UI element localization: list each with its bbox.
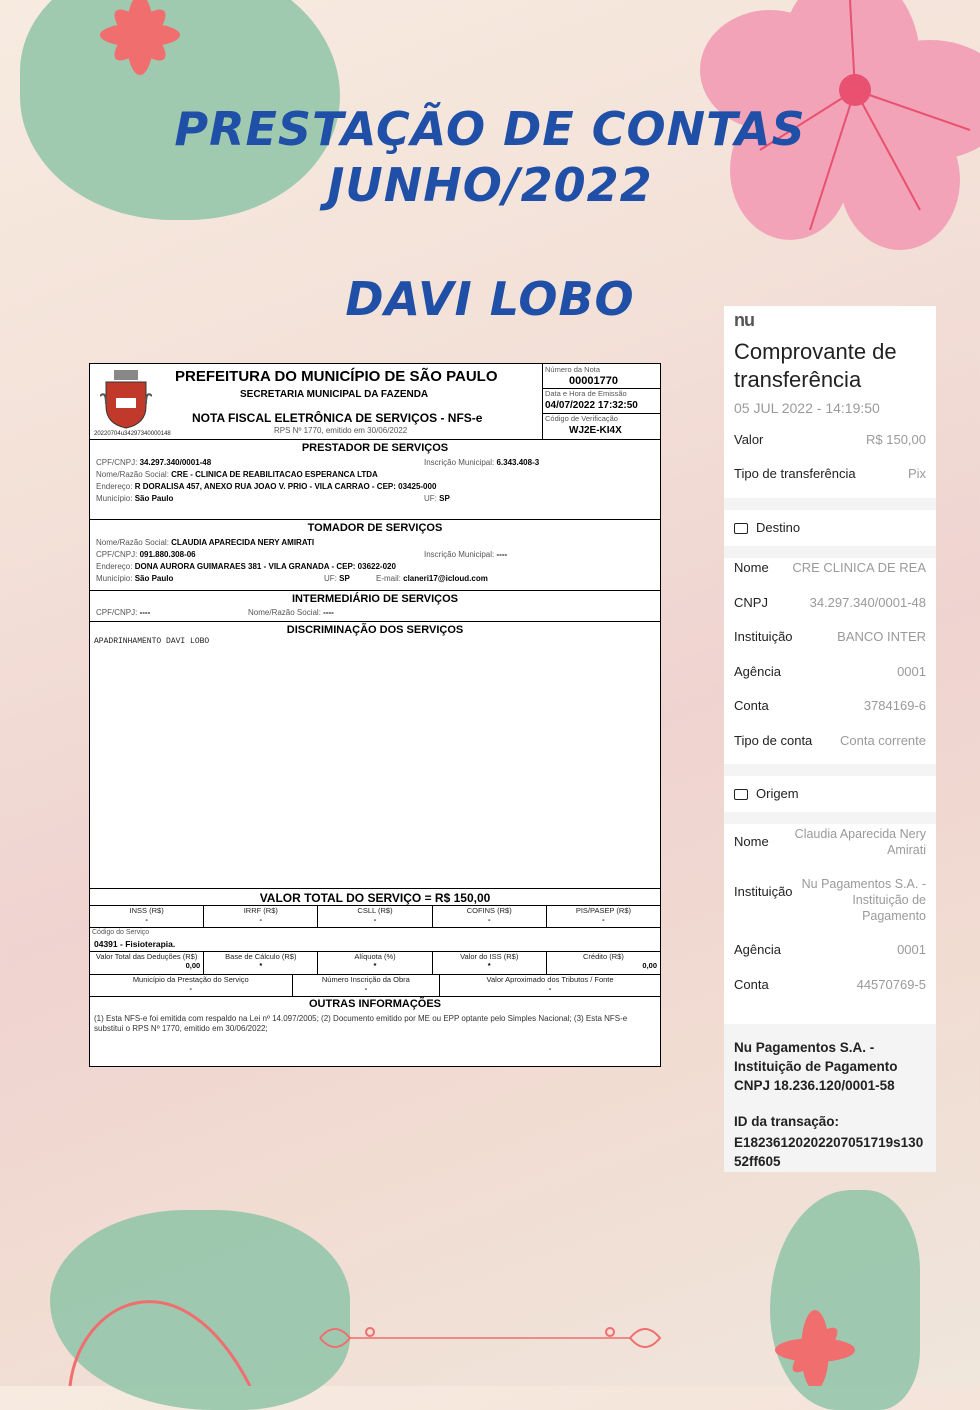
taxes-row (90, 905, 660, 927)
valor-row (734, 432, 926, 447)
footer-line2: Instituição de Pagamento (734, 1059, 898, 1074)
tax-label: COFINS (R$) (466, 906, 512, 915)
prestador-municipio: São Paulo (134, 494, 174, 503)
destino-value: Conta corrente (840, 733, 926, 748)
destino-label: Nome (734, 560, 769, 575)
destino-label: CNPJ (734, 595, 768, 610)
outras-text: (1) Esta NFS-e foi emitida com respaldo na Lei nº 14.097/2005; (2) Documento emitido por ME ou EPP optante pelo Simples Nacional; (3) Esta NFS-e substitui o RPS Nº 1770, emitido em 30/06/2022; (94, 1014, 628, 1033)
tomador-endereco-label: Endereço: (96, 562, 133, 571)
tax-value: - (602, 915, 605, 924)
prestador-cpf-label: CPF/CNPJ: (96, 458, 138, 467)
extra-cell (440, 975, 660, 996)
codigo-verificacao: WJ2E-KI4X (569, 425, 622, 436)
tax-label: INSS (R$) (129, 906, 164, 915)
calc-label: Valor Total das Deduções (R$) (95, 952, 198, 961)
prestador-im-label: Inscrição Municipal: (424, 458, 495, 467)
city-name: PREFEITURA DO MUNICÍPIO DE SÃO PAULO (175, 368, 498, 385)
tax-cell (547, 906, 660, 927)
origem-agencia: 0001 (897, 942, 926, 957)
person-name: DAVI LOBO (345, 272, 635, 326)
numero-nota: 00001770 (569, 375, 618, 387)
tax-label: CSLL (R$) (357, 906, 393, 915)
calc-value: * (373, 961, 377, 970)
intermediario-title: INTERMEDIÁRIO DE SERVIÇOS (291, 593, 459, 605)
outras-title: OUTRAS INFORMAÇÕES (309, 998, 441, 1010)
intermediario-section (90, 590, 660, 621)
discriminacao-text: APADRINHAMENTO DAVI LOBO (94, 637, 210, 646)
destino-row (734, 629, 926, 644)
tipo-row (734, 466, 926, 481)
prestador-title: PRESTADOR DE SERVIÇOS (301, 442, 449, 454)
prestador-nome-label: Nome/Razão Social: (96, 470, 169, 479)
origem-row (734, 876, 926, 926)
separator (724, 546, 936, 558)
tax-label: PIS/PASEP (R$) (575, 906, 631, 915)
destino-value: CRE CLINICA DE REA (792, 560, 926, 575)
separator (724, 812, 936, 824)
valor-total: VALOR TOTAL DO SERVIÇO = R$ 150,00 (259, 891, 491, 905)
tipo-label: Tipo de transferência (734, 466, 856, 481)
destino-value: BANCO INTER (837, 629, 926, 644)
prestador-endereco-label: Endereço: (96, 482, 133, 491)
extra-value: - (189, 984, 193, 993)
calc-cell (547, 952, 660, 974)
origem-conta-label: Conta (734, 977, 769, 992)
calc-label: Base de Cálculo (R$) (225, 952, 297, 961)
valor-label: Valor (734, 432, 764, 447)
nubank-receipt (724, 306, 936, 1172)
origem-nome: Claudia Aparecida Nery Amirati (794, 827, 926, 857)
calc-cell (90, 952, 204, 974)
destino-label: Tipo de conta (734, 733, 813, 748)
tomador-endereco: DONA AURORA GUIMARAES 381 - VILA GRANADA - CEP: 03622-020 (134, 562, 396, 571)
page-title-line2: JUNHO/2022 (327, 158, 653, 212)
codigo-servico-label: Código do Serviço (92, 929, 150, 936)
calc-cell (433, 952, 547, 974)
tomador-nome: CLAUDIA APARECIDA NERY AMIRATI (171, 538, 315, 547)
transaction-id-label: ID da transação: (734, 1114, 840, 1129)
tax-value: - (373, 915, 377, 924)
prestador-cpf: 34.297.340/0001-48 (139, 458, 212, 467)
nfse-meta-box (542, 364, 661, 439)
receipt-title: Comprovante de transferência (734, 339, 897, 392)
transaction-id: E18236120202207051719s13052ff605 (734, 1135, 924, 1169)
tomador-uf: SP (339, 574, 350, 583)
tipo-value: Pix (907, 466, 926, 481)
page-title-line1: PRESTAÇÃO DE CONTAS (174, 102, 806, 156)
tomador-municipio-label: Município: (96, 574, 133, 583)
calc-cell (204, 952, 318, 974)
extra-row (90, 974, 660, 996)
decorative-divider-icon (310, 1318, 670, 1358)
origem-nome-label: Nome (734, 834, 769, 849)
calc-value: * (259, 961, 263, 970)
calc-label: Valor do ISS (R$) (460, 952, 519, 961)
secretaria: SECRETARIA MUNICIPAL DA FAZENDA (240, 389, 429, 400)
intermediario-cpf-label: CPF/CNPJ: (96, 608, 138, 617)
barcode-text: 20220704u34297340000148 (94, 431, 171, 437)
prestador-uf-label: UF: (424, 494, 437, 503)
tomador-cpf: 091.880.308-06 (139, 550, 196, 559)
destino-title: Destino (756, 520, 801, 535)
prestador-municipio-label: Município: (96, 494, 133, 503)
tax-cell (204, 906, 318, 927)
origem-title: Origem (756, 786, 799, 801)
coral-leaf-icon (760, 1290, 870, 1386)
prestador-uf: SP (439, 494, 450, 503)
calc-cell (318, 952, 432, 974)
calc-value: 0,00 (185, 961, 201, 970)
destino-value: 34.297.340/0001-48 (809, 595, 926, 610)
destino-value: 0001 (897, 664, 926, 679)
nfse-document (89, 363, 661, 1067)
numero-label: Número da Nota (545, 365, 601, 374)
codigo-label: Código de Verificação (545, 414, 618, 423)
destino-row (734, 733, 926, 748)
tax-cell (318, 906, 432, 927)
origem-row (734, 942, 926, 957)
coral-swirl-icon (60, 1260, 260, 1386)
tomador-section (90, 519, 660, 590)
destino-header (734, 520, 926, 535)
extra-value: - (548, 984, 552, 993)
transfer-in-icon (734, 523, 748, 534)
outras-section (90, 996, 660, 1066)
prestador-im: 6.343.408-3 (496, 458, 540, 467)
destino-label: Instituição (734, 629, 793, 644)
tomador-cpf-label: CPF/CNPJ: (96, 550, 138, 559)
prestador-section (90, 439, 660, 519)
tax-cell (90, 906, 204, 927)
destino-row (734, 595, 926, 610)
tomador-im: ---- (496, 550, 508, 559)
tax-value: - (259, 915, 263, 924)
destino-row (734, 698, 926, 713)
document-title: NOTA FISCAL ELETRÔNICA DE SERVIÇOS - NFS-e (192, 411, 483, 425)
extra-label: Número Inscrição da Obra (321, 975, 410, 984)
tax-value: - (487, 915, 491, 924)
tomador-nome-label: Nome/Razão Social: (96, 538, 169, 547)
extra-value: - (364, 984, 368, 993)
separator (724, 498, 936, 510)
footer-line1: Nu Pagamentos S.A. - (734, 1040, 875, 1055)
origem-agencia-label: Agência (734, 942, 781, 957)
origem-row (734, 977, 926, 992)
origem-inst-label: Instituição (734, 884, 793, 899)
valor-total-section (90, 888, 660, 906)
receipt-date: 05 JUL 2022 - 14:19:50 (734, 400, 880, 416)
coral-flower-icon (70, 0, 210, 100)
extra-cell (293, 975, 441, 996)
data-emissao: 04/07/2022 17:32:50 (545, 400, 638, 411)
tomador-municipio: São Paulo (134, 574, 174, 583)
rps-text: RPS Nº 1770, emitido em 30/06/2022 (274, 426, 408, 435)
discriminacao-section (90, 621, 660, 888)
origem-header (734, 786, 926, 801)
tax-cell (433, 906, 547, 927)
destino-label: Conta (734, 698, 769, 713)
calc-value: * (487, 961, 491, 970)
calc-label: Alíquota (%) (354, 952, 396, 961)
extra-cell (90, 975, 293, 996)
extra-label: Valor Aproximado dos Tributos / Fonte (486, 975, 614, 984)
receipt-footer (724, 1024, 936, 1172)
intermediario-nome-label: Nome/Razão Social: (248, 608, 321, 617)
destino-row (734, 664, 926, 679)
prestador-nome: CRE - CLINICA DE REABILITACAO ESPERANCA LTDA (171, 470, 378, 479)
origem-inst: Nu Pagamentos S.A. - Instituição de Pagamento (801, 877, 926, 923)
nubank-logo: nu (734, 310, 754, 330)
codigo-servico-section (90, 927, 660, 951)
prestador-endereco: R DORALISA 457, ANEXO RUA JOAO V. PRIO - VILA CARRAO - CEP: 03425-000 (134, 482, 437, 491)
transfer-out-icon (734, 789, 748, 800)
city-coat-of-arms-icon (100, 368, 152, 432)
origem-conta: 44570769-5 (856, 977, 926, 992)
tax-value: - (145, 915, 148, 924)
destino-value: 3784169-6 (863, 698, 926, 713)
tomador-email-label: E-mail: (376, 574, 401, 583)
origem-row (734, 826, 926, 860)
calc-row (90, 951, 660, 974)
discriminacao-title: DISCRIMINAÇÃO DOS SERVIÇOS (286, 624, 464, 636)
intermediario-nome: ---- (323, 608, 334, 617)
valor-value: R$ 150,00 (866, 432, 926, 447)
data-label: Data e Hora de Emissão (545, 389, 627, 398)
separator (724, 764, 936, 776)
intermediario-cpf: ---- (139, 608, 151, 617)
calc-value: 0,00 (642, 961, 658, 970)
tomador-uf-label: UF: (324, 574, 337, 583)
calc-label: Crédito (R$) (582, 952, 624, 961)
tax-label: IRRF (R$) (243, 906, 278, 915)
tomador-im-label: Inscrição Municipal: (424, 550, 495, 559)
extra-label: Município da Prestação do Serviço (132, 975, 249, 984)
footer-line3: CNPJ 18.236.120/0001-58 (734, 1078, 895, 1093)
destino-label: Agência (734, 664, 781, 679)
tomador-title: TOMADOR DE SERVIÇOS (307, 522, 443, 534)
destino-row (734, 560, 926, 575)
tomador-email: claneri17@icloud.com (403, 574, 488, 583)
codigo-servico: 04391 - Fisioterapia. (94, 939, 176, 949)
